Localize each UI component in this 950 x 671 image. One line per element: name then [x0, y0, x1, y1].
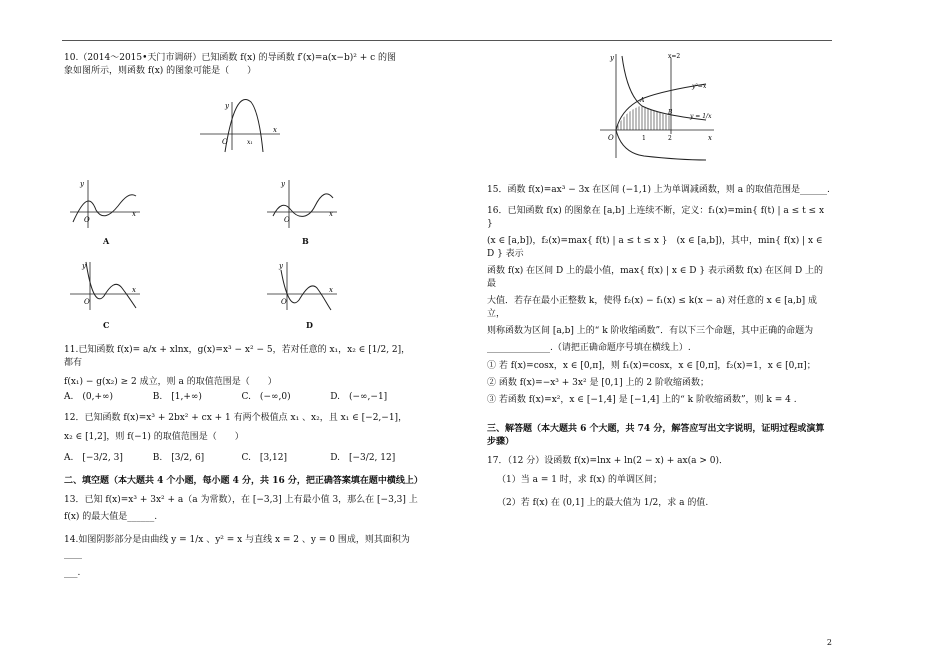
svg-text:O: O [608, 134, 614, 142]
question-12 [64, 412, 419, 465]
q10-option-b[interactable]: B [302, 236, 309, 246]
svg-text:x=2: x=2 [668, 53, 681, 60]
q16-line5: 则称函数为区间 [a,b] 上的“ k 阶收缩函数”．有以下三个命题，其中正确的命题为 [487, 326, 814, 337]
svg-text:x: x [329, 286, 333, 294]
q12-options [64, 452, 419, 465]
svg-text:1: 1 [642, 135, 646, 142]
q10-x1-label: x₁ [247, 139, 253, 146]
q10-option-d-graph [265, 258, 345, 314]
svg-text:y = 1/x: y = 1/x [690, 113, 712, 120]
question-15: 15．函数 f(x)=ax³ − 3x 在区间 (−1,1) 上为单调减函数，则 a 的取值范围是______. [487, 185, 830, 195]
q16-line4: 大值．若存在最小正整数 k，使得 f₂(x) − f₁(x) ≤ k(x − a) 对任意的 x ∈ [a,b] 成立， [487, 296, 818, 320]
q11-option-d[interactable]: D. (−∞,−1] [330, 392, 388, 403]
q10-option-b-graph [265, 176, 345, 232]
q12-line2: x₂ ∈ [1,2]，则 f(−1) 的取值范围是（ ） [64, 432, 244, 443]
svg-text:O: O [284, 216, 290, 224]
q16-line3: 函数 f(x) 在区间 D 上的最小值，max{ f(x) | x ∈ D } 表示函数 f(x) 在区间 D 上的最 [487, 266, 824, 290]
svg-text:y: y [82, 262, 86, 270]
q10-option-a-graph [68, 176, 148, 232]
q12-option-c[interactable]: C. [3,12] [241, 453, 287, 464]
q11-option-a[interactable]: A. (0,+∞) [64, 392, 114, 403]
q11-option-c[interactable]: C. (−∞,0) [241, 392, 291, 403]
question-13 [64, 494, 419, 524]
svg-text:y: y [281, 180, 285, 188]
svg-text:x: x [132, 210, 136, 218]
question-16 [487, 205, 832, 407]
question-10 [64, 52, 419, 78]
svg-text:y: y [610, 54, 614, 62]
q12-option-a[interactable]: A. [−3/2, 3] [64, 453, 123, 464]
q13-line2: f(x) 的最大值是______. [64, 512, 158, 523]
q10-x-label: x [273, 126, 277, 134]
q10-option-a[interactable]: A [103, 236, 110, 246]
left-column [64, 52, 419, 86]
q16-item2: ② 函数 f(x)=−x³ + 3x² 是 [0,1] 上的 2 阶收缩函数； [487, 377, 709, 388]
q10-line1: 10.（2014～2015•天门市调研）已知函数 f(x) 的导函数 f′(x)=a(x−b)² + c 的图 [64, 53, 396, 63]
q13-line1: 13．已知 f(x)=x³ + 3x² + a（a 为常数），在 [−3,3] 上有最小值 3，那么在 [−3,3] 上 [64, 495, 418, 506]
q17-stem: 17．（12 分）设函数 f(x)=lnx + ln(2 − x) + ax(a > 0)． [487, 455, 728, 466]
q16-line1: 16．已知函数 f(x) 的图象在 [a,b] 上连续不断，定义：f₁(x)=min{ f(t) | a ≤ t ≤ x } [487, 206, 825, 230]
svg-text:y: y [279, 262, 283, 270]
svg-text:x: x [708, 134, 712, 142]
svg-text:O: O [84, 216, 90, 224]
q10-line2: 象如图所示，则函数 f(x) 的图象可能是（ ） [64, 66, 257, 77]
svg-text:O: O [281, 298, 287, 306]
left-column-lower [64, 344, 423, 588]
section-fill-in-heading: 二、填空题（本大题共 4 个小题，每小题 4 分，共 16 分，把正确答案填在题中横线上） [64, 476, 423, 487]
q14-line2: ___. [64, 567, 81, 578]
header-rule [62, 40, 832, 41]
svg-text:x: x [329, 210, 333, 218]
q11-options [64, 391, 419, 404]
section-solution-heading: 三、解答题（本大题共 6 个大题，共 74 分，解答应写出文字说明，证明过程或演算步骤） [487, 423, 825, 447]
q11-line1: 11.已知函数 f(x)= a/x + xlnx，g(x)=x³ − x² − 5，若对任意的 x₁，x₂ ∈ [1/2, 2]，都有 [64, 345, 411, 369]
question-14 [64, 534, 419, 579]
q10-derivative-graph [195, 98, 285, 154]
q10-origin-label: O [222, 138, 228, 146]
q14-area-figure [596, 50, 720, 162]
q16-line2: (x ∈ [a,b])，f₂(x)=max{ f(t) | a ≤ t ≤ x } (x ∈ [a,b])，其中，min{ f(x) | x ∈ D } 表示 [487, 236, 823, 260]
q12-option-b[interactable]: B. [3/2, 6] [152, 453, 205, 464]
q10-option-c[interactable]: C [103, 320, 110, 330]
question-17 [487, 455, 832, 510]
q12-line1: 12．已知函数 f(x)=x³ + 2bx² + cx + 1 有两个极值点 x₁ 、x₂，且 x₁ ∈ [−2,−1]， [64, 413, 408, 424]
shaded-region [616, 106, 671, 130]
svg-text:A: A [640, 97, 645, 104]
q10-option-c-graph [68, 258, 148, 314]
svg-text:y: y [80, 180, 84, 188]
q16-line6: ______________.（请把正确命题序号填在横线上）. [487, 343, 691, 354]
q17-part2: （2）若 f(x) 在 (0,1] 上的最大值为 1/2，求 a 的值. [497, 497, 709, 508]
q14-line1: 14.如图阴影部分是由曲线 y = 1/x 、y² = x 与直线 x = 2 、y = 0 围成，则其面积为____ [64, 535, 410, 559]
svg-text:x: x [132, 286, 136, 294]
q16-item3: ③ 若函数 f(x)=x²，x ∈ [−1,4] 是 [−1,4] 上的“ k 阶收缩函数”，则 k = 4 . [487, 394, 797, 405]
svg-text:2: 2 [668, 135, 672, 142]
q10-option-d[interactable]: D [306, 320, 313, 330]
q11-line2: f(x₁) − g(x₂) ≥ 2 成立，则 a 的取值范围是（ ） [64, 377, 277, 388]
svg-text:B: B [668, 109, 673, 116]
q12-option-d[interactable]: D. [−3/2, 12] [330, 453, 396, 464]
svg-text:y²=x: y²=x [692, 83, 707, 90]
question-11 [64, 344, 419, 404]
right-column [487, 184, 832, 518]
q17-part1: （1）当 a = 1 时，求 f(x) 的单调区间； [497, 474, 662, 485]
q16-item1: ① 若 f(x)=cosx，x ∈ [0,π]，则 f₁(x)=cosx，x ∈ [0,π]，f₂(x)=1，x ∈ [0,π]； [487, 360, 816, 371]
svg-text:O: O [84, 298, 90, 306]
q10-y-label: y [225, 102, 229, 110]
page-number: 2 [826, 638, 832, 648]
q11-option-b[interactable]: B. [1,+∞) [152, 392, 202, 403]
